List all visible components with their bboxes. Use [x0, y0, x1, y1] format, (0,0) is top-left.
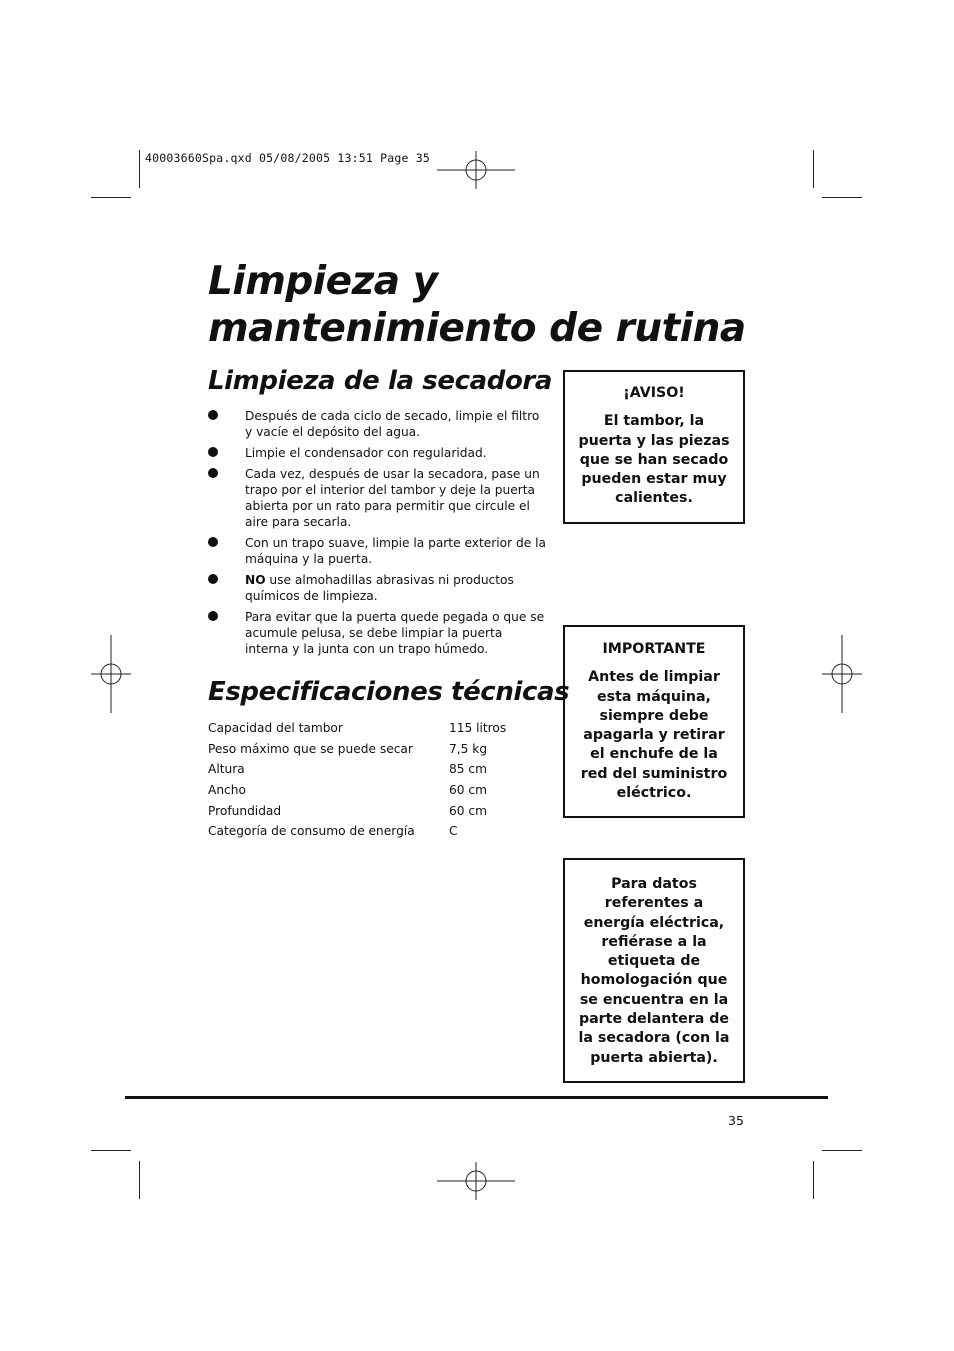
table-row: Categoría de consumo de energía C	[208, 824, 458, 839]
table-row: Ancho 60 cm	[208, 783, 487, 798]
crop-mark	[822, 197, 862, 198]
specs-heading: Especificaciones técnicas	[208, 677, 570, 707]
list-item: Cada vez, después de usar la secadora, pase un trapo por el interior del tambor y deje la puerta abierta por un rato para permitir que circule el aire para secarla.	[208, 466, 548, 530]
specs-table	[208, 718, 548, 842]
registration-mark-icon	[91, 635, 131, 713]
crop-mark	[139, 1161, 140, 1199]
table-row: Peso máximo que se puede secar 7,5 kg	[208, 741, 488, 756]
list-item: NO use almohadillas abrasivas ni productos químicos de limpieza.	[208, 572, 548, 604]
bullet-icon	[208, 574, 218, 584]
crop-mark	[91, 197, 131, 198]
table-row: Capacidad del tambor 115 litros	[208, 721, 507, 735]
list-item: Con un trapo suave, limpie la parte exterior de la máquina y la puerta.	[208, 535, 548, 567]
crop-mark	[813, 1161, 814, 1199]
list-item: Limpie el condensador con regularidad.	[208, 445, 548, 461]
warning-box	[563, 370, 745, 524]
bullet-icon	[208, 611, 218, 621]
cleaning-heading: Limpieza de la secadora	[208, 366, 552, 396]
registration-mark-icon	[437, 131, 515, 209]
bullet-icon	[208, 537, 218, 547]
list-item: Para evitar que la puerta quede pegada o que se acumule pelusa, se debe limpiar la puerta interna y la junta con un trapo húmedo.	[208, 609, 548, 657]
registration-mark-icon	[437, 1142, 515, 1220]
crop-mark	[91, 1150, 131, 1151]
important-box	[563, 625, 745, 818]
bullet-icon	[208, 447, 218, 457]
registration-mark-icon	[822, 635, 862, 713]
page-title: Limpieza y mantenimiento de rutina	[208, 259, 746, 351]
bullet-icon	[208, 468, 218, 478]
warning-text: El tambor, la puerta y las piezas que se han secado pueden estar muy calientes.	[578, 413, 730, 507]
important-text: Antes de limpiar esta máquina, siempre debe apagarla y retirar el enchufe de la red del suministro eléctrico.	[580, 669, 728, 802]
table-row: Altura 85 cm	[208, 762, 487, 777]
crop-mark	[139, 150, 140, 188]
crop-mark	[813, 150, 814, 188]
table-row: Profundidad 60 cm	[208, 803, 487, 818]
footer-rule	[125, 1096, 828, 1099]
energy-info-box	[563, 858, 745, 1083]
print-slug: 40003660Spa.qxd 05/08/2005 13:51 Page 35	[145, 151, 430, 165]
cleaning-list	[208, 408, 548, 662]
energy-info-text: Para datos referentes a energía eléctrica, refiérase a la etiqueta de homologación que se encuentra en la parte delantera de la secadora (con la puerta abierta).	[578, 876, 730, 1066]
bullet-icon	[208, 410, 218, 420]
crop-mark	[822, 1150, 862, 1151]
page-number: 35	[728, 1113, 744, 1128]
warning-heading: ¡AVISO!	[623, 385, 685, 401]
list-item: Después de cada ciclo de secado, limpie el filtro y vacíe el depósito del agua.	[208, 408, 548, 440]
important-heading: IMPORTANTE	[602, 641, 706, 657]
